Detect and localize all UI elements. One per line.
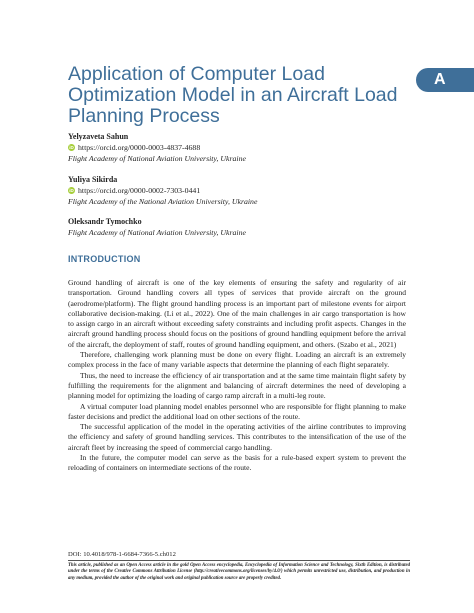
author-affiliation: Flight Academy of National Aviation University, Ukraine [68, 228, 246, 237]
author-block-1 [68, 131, 428, 164]
footer-divider [68, 560, 410, 561]
section-heading-introduction: INTRODUCTION [68, 254, 141, 264]
paragraph: Therefore, challenging work planning must be done on every flight. Loading an aircraft is an extremely complex process in the face of many variable aspects that determine the planning of each flight separately. [68, 350, 406, 370]
orcid-icon: iD [69, 188, 74, 193]
author-name: Oleksandr Tymochko [68, 217, 142, 226]
paragraph: In the future, the computer model can serve as the basis for a rule-based expert system to prevent the reloading of containers on intermediate sections of the route. [68, 453, 406, 473]
paragraph: A virtual computer load planning model enables personnel who are responsible for flight planning to make faster decisions and predict the additional load on other sections of the route. [68, 401, 406, 421]
license-notice: This article, published as an Open Access article in the gold Open Access encyclopedia, Encyclopedia of Information Science and Technology, Sixth Edition, is distributed under the terms of the Creative Commons Attribution License (http://creativecommons.org/licenses/by/4.0/) which permits unrestricted use, distribution, and production in any medium, provided the author of the original work and original publication source are properly credited. [68, 563, 410, 581]
paragraph: Thus, the need to increase the efficiency of air transportation and at the same time maintain flight safety by fulfilling the requirements for the alignment and balancing of aircraft determines the need of developing a planning model for optimizing the loading of cargo ramp aircraft in a multi-leg route. [68, 370, 406, 401]
doi-line: DOI: 10.4018/978-1-6684-7366-5.ch012 [68, 551, 176, 558]
author-affiliation: Flight Academy of National Aviation University, Ukraine [68, 154, 246, 163]
orcid-link[interactable]: https://orcid.org/0000-0003-4837-4688 [78, 143, 201, 152]
orcid-link[interactable]: https://orcid.org/0000-0002-7303-0441 [78, 186, 201, 195]
paragraph: The successful application of the model in the operating activities of the airline contributes to improving the efficiency and safety of ground handling services. This contributes to the intensification of the use of the aircraft fleet by increasing the speed of commercial cargo handling. [68, 422, 406, 452]
chapter-letter-badge: A [416, 68, 474, 92]
orcid-row [68, 185, 428, 196]
introduction-body [68, 278, 406, 474]
author-name: Yelyzaveta Sahun [68, 132, 129, 141]
orcid-row [68, 142, 428, 153]
author-block-3 [68, 216, 428, 238]
author-block-2 [68, 174, 428, 207]
page-footer [68, 550, 410, 582]
author-affiliation: Flight Academy of the National Aviation University, Ukraine [68, 197, 258, 206]
paragraph: Ground handling of aircraft is one of the key elements of ensuring the safety and regularity of air transportation. Ground handling covers all types of services that provide aircraft on the ground (aerodrome/platform). The flight ground handling process is an important part of milestone events for airport collaborative decision-making. (Li et al., 2022). One of the main challenges in air cargo transportation is how to assign cargo in an aircraft without exceeding safety constraints and including profit aspects. Changes in the aircraft ground handling process should focus on the positions of ground handling equipment before the arrival of the aircraft, the deployment of staff, routes of ground handling equipment, and others. (Szabo et al., 2021) [68, 278, 406, 349]
article-title: Application of Computer Load Optimization Model in an Aircraft Load Planning Process [68, 63, 398, 127]
orcid-icon: iD [69, 145, 74, 150]
author-name: Yuliya Sikirda [68, 175, 118, 184]
